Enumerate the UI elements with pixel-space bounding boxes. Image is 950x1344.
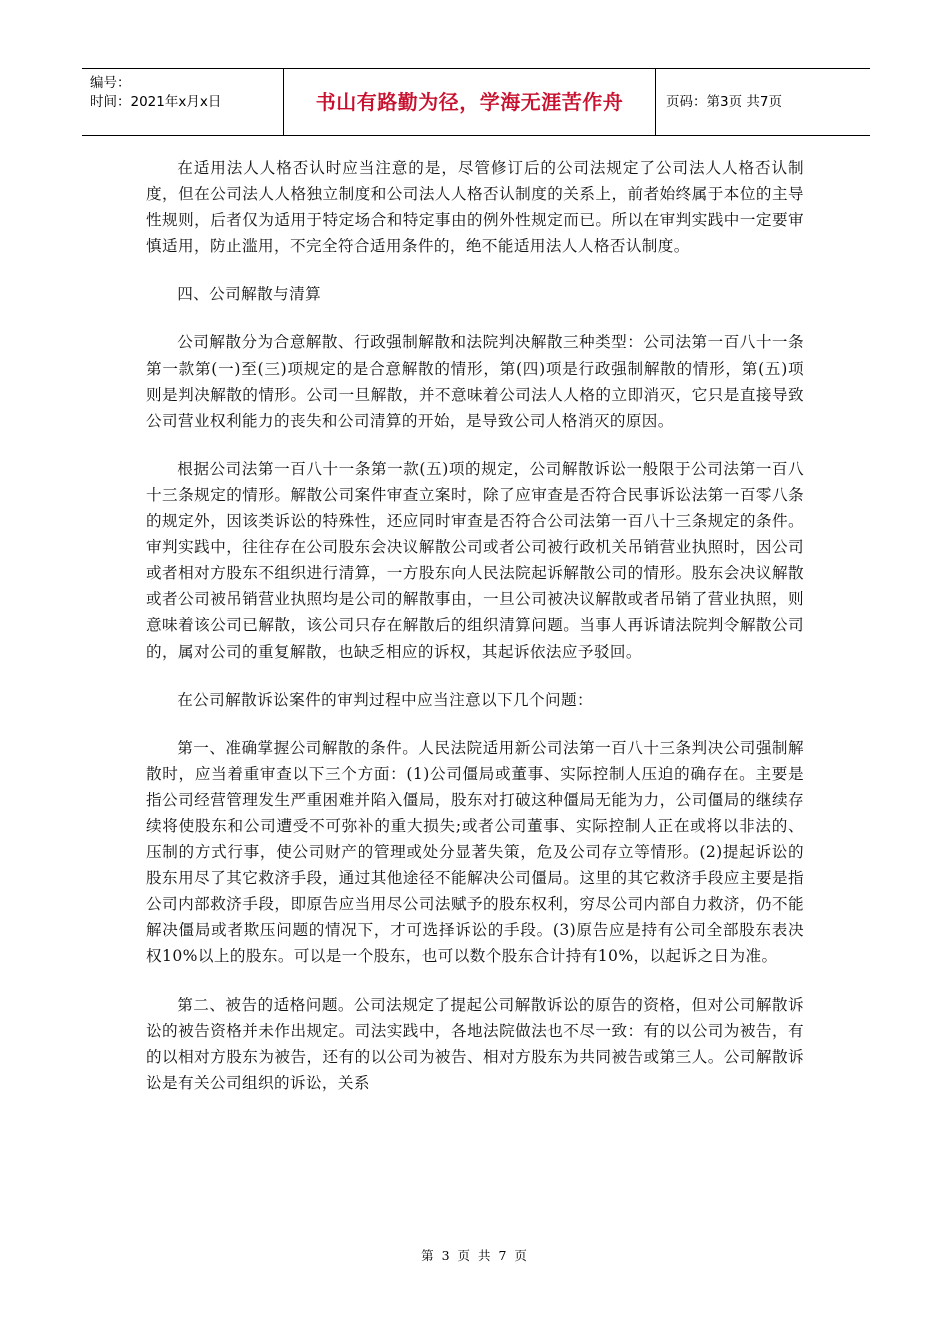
number-label: 编号： [90,75,131,91]
paragraph-5: 第一、准确掌握公司解散的条件。人民法院适用新公司法第一百八十三条判决公司强制解散时，应当着重审查以下三个方面：(1)公司僵局或董事、实际控制人压迫的确存在。主要是指公司经营管理发生严重困难并陷入僵局，股东对打破这种僵局无能为力，公司僵局的继续存续将使股东和公司遭受不可弥补的重大损失;或者公司董事、实际控制人正在或将以非法的、压制的方式行事，使公司财产的管理或处分显著失策，危及公司存立等情形。(2)提起诉讼的股东用尽了其它救济手段，通过其他途径不能解决公司僵局。这里的其它救济手段应主要是指公司内部救济手段，即原告应当用尽公司法赋予的股东权利，穷尽公司内部自力救济，仍不能解决僵局或者欺压问题的情况下，才可选择诉讼的手段。(3)原告应是持有公司全部股东表决权10%以上的股东。可以是一个股东，也可以数个股东合计持有10%，以起诉之日为准。 [146,738,804,966]
paragraph-3: 根据公司法第一百八十一条第一款(五)项的规定，公司解散诉讼一般限于公司法第一百八十三条规定的情形。解散公司案件审查立案时，除了应审查是否符合民事诉讼法第一百零八条的规定外，因该类诉讼的特殊性，还应同时审查是否符合公司法第一百八十三条规定的条件。审判实践中，往往存在公司股东会决议解散公司或者公司被行政机关吊销营业执照时，因公司或者相对方股东不组织进行清算，一方股东向人民法院起诉解散公司的情形。股东会决议解散或者公司被吊销营业执照均是公司的解散事由，一旦公司被决议解散或者吊销了营业执照，则意味着该公司已解散，该公司只存在解散后的组织清算问题。当事人再诉请法院判令解散公司的，属对公司的重复解散，也缺乏相应的诉权，其起诉依法应予驳回。 [146,459,804,661]
document-body [146,155,804,1096]
paragraph-4: 在公司解散诉讼案件的审判过程中应当注意以下几个问题： [177,690,594,709]
document-header [82,68,870,136]
header-page-info: 页码：第3页 共7页 [666,94,782,110]
header-motto: 书山有路勤为径，学海无涯苦作舟 [284,69,656,135]
page-footer: 第 3 页 共 7 页 [421,1248,529,1263]
paragraph-6: 第二、被告的适格问题。公司法规定了提起公司解散诉讼的原告的资格，但对公司解散诉讼的被告资格并未作出规定。司法实践中，各地法院做法也不尽一致：有的以公司为被告，有的以相对方股东为被告，还有的以公司为被告、相对方股东为共同被告或第三人。公司解散诉讼是有关公司组织的诉讼，关系 [146,995,804,1092]
header-meta [82,69,284,135]
paragraph-1: 在适用法人人格否认时应当注意的是，尽管修订后的公司法规定了公司法人人格否认制度，但在公司法人人格独立制度和公司法人人格否认制度的关系上，前者始终属于本位的主导性规则，后者仅为适用于特定场合和特定事由的例外性规定而已。所以在审判实践中一定要审慎适用，防止滥用，不完全符合适用条件的，绝不能适用法人人格否认制度。 [146,159,804,256]
date-label: 时间：2021年x月x日 [90,94,222,110]
section-heading: 四、公司解散与清算 [177,285,322,304]
paragraph-2: 公司解散分为合意解散、行政强制解散和法院判决解散三种类型：公司法第一百八十一条第一款第(一)至(三)项规定的是合意解散的情形，第(四)项是行政强制解散的情形，第(五)项则是判决解散的情形。公司一旦解散，并不意味着公司法人人格的立即消灭，它只是直接导致公司营业权利能力的丧失和公司清算的开始，是导致公司人格消灭的原因。 [146,333,804,430]
